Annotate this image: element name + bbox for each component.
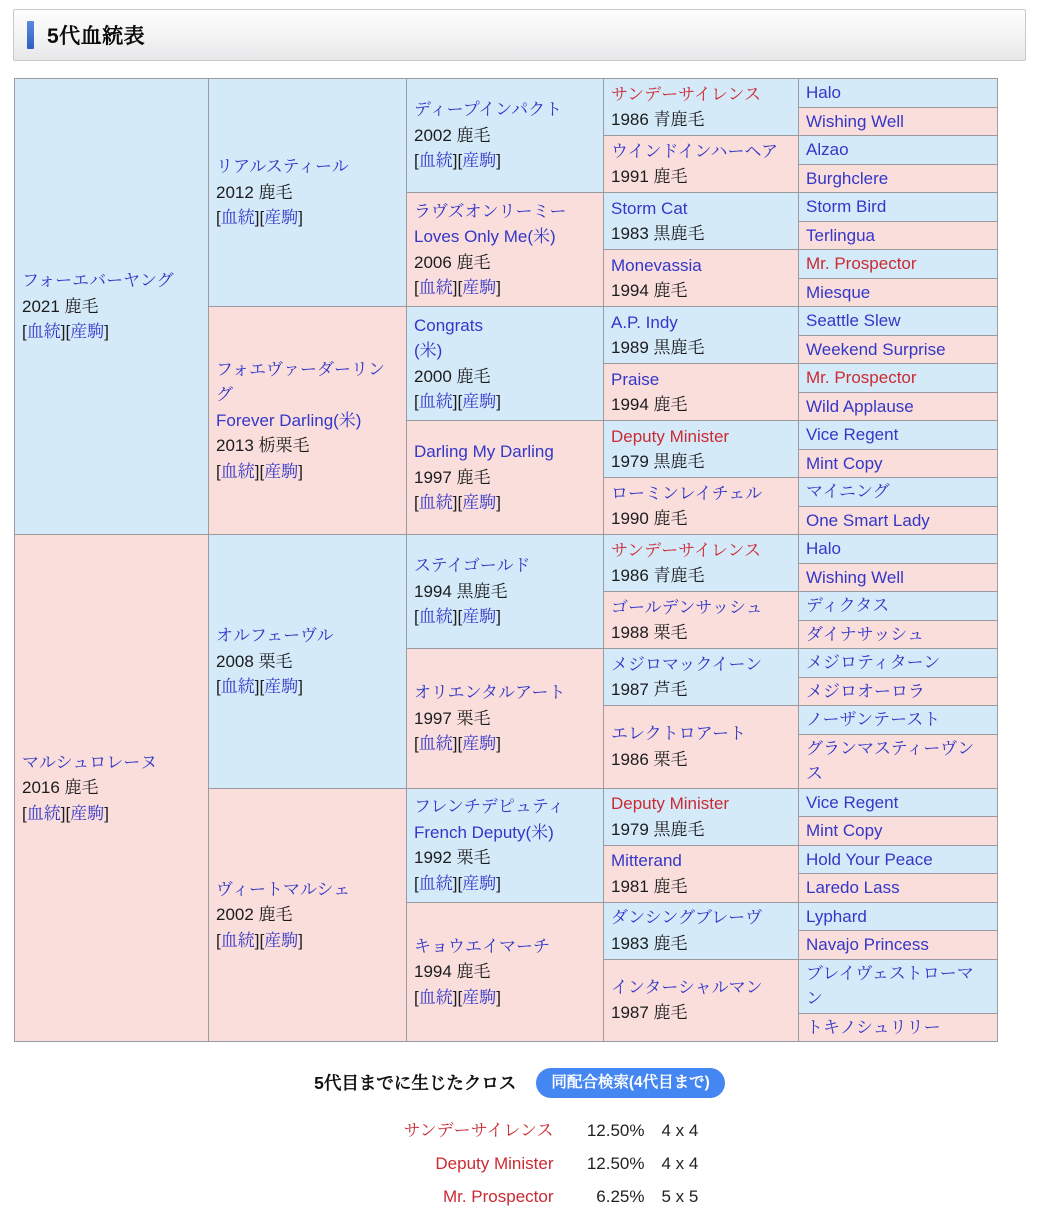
horse-name-link[interactable]: Mr. Prospector [806,368,917,387]
pedigree-cell-gen5 [799,874,998,903]
horse-name-link[interactable]: Seattle Slew [806,311,901,330]
pedigree-link[interactable]: 血統 [220,930,255,950]
pedigree-cell-gen5 [799,535,998,564]
horse-name-link[interactable]: Wishing Well [806,567,904,587]
horse-name-link[interactable]: メジロマックイーン [611,654,763,674]
pedigree-cell-gen5 [799,421,998,450]
pedigree-cell-gen5 [799,1013,998,1042]
pedigree-cell-gen5 [799,902,998,931]
progeny-link[interactable]: 産駒 [70,322,105,342]
birth-year-coat: 1991 鹿毛 [611,167,688,186]
pedigree-cell-gen3 [407,79,604,193]
pedigree-cell-gen3 [407,193,604,307]
pedigree-link[interactable]: 血統 [418,734,453,753]
progeny-link[interactable]: 産駒 [462,392,497,411]
pedigree-cell-gen4 [604,535,799,592]
horse-name-link[interactable]: インターシャルマン [611,977,763,997]
horse-name-link[interactable]: Vice Regent [806,792,899,812]
horse-name-link[interactable]: マイニング [806,482,890,501]
horse-name-link[interactable]: ディクタス [806,596,890,615]
cell-links: [血統][産駒] [216,208,303,228]
horse-name-link[interactable]: Terlingua [806,225,875,245]
birth-year-coat: 1992 栗毛 [414,848,491,867]
pedigree-cell-gen5 [799,278,998,307]
horse-name-link[interactable]: Vice Regent [806,425,899,444]
cell-links: [血統][産駒] [216,677,303,696]
pedigree-cell-gen5 [799,734,998,788]
cell-links: [血統][産駒] [22,322,109,342]
pedigree-cell-gen5 [799,845,998,874]
cross-pattern: 5 x 5 [661,1186,699,1206]
horse-name-link[interactable]: ヴィートマルシェ [216,879,351,899]
birth-year-coat: 1979 黒鹿毛 [611,819,705,839]
horse-name-link[interactable]: メジロティターン [806,653,941,672]
birth-year-coat: 2008 栗毛 [216,651,293,671]
cell-links: [血統][産駒] [414,987,501,1007]
pedigree-link[interactable]: 血統 [220,461,255,481]
cell-links: [血統][産駒] [216,930,303,950]
horse-name-en-link[interactable]: Forever Darling(米) [216,410,362,430]
pedigree-cell-gen4 [604,649,799,706]
pedigree-cell-gen5 [799,193,998,222]
pedigree-cell-gen5 [799,592,998,621]
pedigree-link[interactable]: 血統 [220,677,255,696]
horse-name-link[interactable]: キョウエイマーチ [414,936,550,956]
horse-name-link[interactable]: Praise [611,369,660,389]
pedigree-cell-gen3 [407,535,604,649]
birth-year-coat: 1997 鹿毛 [414,467,491,487]
horse-name-link[interactable]: Mint Copy [806,821,883,840]
horse-name-link[interactable]: Navajo Princess [806,935,929,954]
cell-links: [血統][産駒] [414,392,501,411]
cross-section-header [13,1068,1026,1098]
birth-year-coat: 1986 栗毛 [611,749,688,769]
pedigree-cell-gen3 [407,307,604,421]
horse-name-link[interactable]: Wild Applause [806,396,914,416]
horse-name-link[interactable]: Mitterand [611,851,682,870]
horse-name-link[interactable]: Congrats [414,315,483,335]
birth-year-coat: 2000 鹿毛 [414,366,491,386]
page-title: 5代血統表 [47,25,146,48]
pedigree-cell-gen5 [799,649,998,678]
pedigree-cell-gen4 [604,364,799,421]
pedigree-cell-gen3 [407,902,604,1042]
pedigree-link[interactable]: 血統 [220,208,255,228]
pedigree-link[interactable]: 血統 [418,392,453,411]
horse-name-link[interactable]: Storm Cat [611,198,688,218]
horse-name-link[interactable]: Storm Bird [806,197,887,216]
horse-name-link[interactable]: Laredo Lass [806,878,900,897]
birth-year-coat: 1981 鹿毛 [611,876,688,896]
horse-name-link[interactable]: ゴールデンサッシュ [611,597,763,617]
progeny-link[interactable]: 産駒 [264,461,299,481]
pedigree-link[interactable]: 血統 [418,607,453,627]
horse-name-link[interactable]: サンデーサイレンス [611,84,762,104]
pedigree-cell-gen5 [799,392,998,421]
pedigree-link[interactable]: 血統 [418,151,453,171]
pedigree-cell-gen4 [604,307,799,364]
pedigree-cell-gen5 [799,478,998,507]
horse-name-link[interactable]: Wishing Well [806,111,904,131]
cross-horse-name: Mr. Prospector [442,1186,554,1206]
cross-horse-name: サンデーサイレンス [403,1120,554,1140]
horse-name-link[interactable]: グランマスティーヴンス [806,738,975,783]
birth-year-coat: 1983 鹿毛 [611,933,688,953]
progeny-link[interactable]: 産駒 [70,803,105,823]
horse-name-link[interactable]: Halo [806,539,841,558]
cross-percent: 12.50% [586,1120,645,1140]
pedigree-cell-gen4 [604,250,799,307]
pedigree-cell-gen4 [604,902,799,959]
cell-links: [血統][産駒] [414,278,501,297]
cross-percent: 12.50% [586,1153,645,1173]
horse-name-link[interactable]: Deputy Minister [611,794,730,813]
horse-name-link[interactable]: オリエンタルアート [414,683,566,702]
pedigree-cell-gen4 [604,136,799,193]
horse-name-link[interactable]: ダイナサッシュ [806,624,924,644]
birth-year-coat: 2002 鹿毛 [216,905,293,924]
horse-name-link[interactable]: ディープインパクト [414,100,563,120]
pedigree-cell-gen5 [799,620,998,649]
birth-year-coat: 1990 鹿毛 [611,509,688,528]
pedigree-row [15,535,998,564]
birth-year-coat: 2002 鹿毛 [414,125,491,145]
horse-name-link[interactable]: フォエヴァーダーリング [216,359,385,405]
progeny-link[interactable]: 産駒 [462,493,497,513]
horse-name-link[interactable]: Halo [806,83,841,102]
pedigree-cell-gen4 [604,79,799,136]
pedigree-cell-gen5 [799,136,998,165]
pedigree-cell-gen5 [799,506,998,535]
pedigree-cell-gen2 [209,535,407,789]
birth-year-coat: 2006 鹿毛 [414,252,491,272]
pedigree-cell-gen4 [604,478,799,535]
pedigree-cell-gen5 [799,563,998,592]
horse-name-link[interactable]: ダンシングブレーヴ [611,908,763,927]
horse-name-link[interactable]: エレクトロアート [611,724,747,744]
progeny-link[interactable]: 産駒 [264,677,299,696]
pedigree-row [15,79,998,108]
horse-name-link[interactable]: Monevassia [611,255,702,275]
progeny-link[interactable]: 産駒 [462,873,497,893]
horse-name-link[interactable]: メジロオーロラ [806,681,925,701]
pedigree-cell-gen3 [407,421,604,535]
pedigree-cell-gen5 [799,817,998,846]
birth-year-coat: 1979 黒鹿毛 [611,452,705,471]
pedigree-cell-gen4 [604,706,799,789]
pedigree-cell-gen4 [604,421,799,478]
birth-year-coat: 1986 青鹿毛 [611,110,705,129]
horse-name-link[interactable]: サンデーサイレンス [611,540,762,560]
horse-name-link[interactable]: A.P. Indy [611,312,678,332]
birth-year-coat: 2016 鹿毛 [22,778,99,798]
birth-year-coat: 1994 鹿毛 [611,395,688,414]
horse-name-link[interactable]: ラヴズオンリーミー [414,201,567,221]
cell-links: [血統][産駒] [414,734,501,753]
birth-year-coat: 2021 鹿毛 [22,296,99,316]
pedigree-link[interactable]: 血統 [418,987,453,1007]
birth-year-coat: 1988 栗毛 [611,623,688,642]
pedigree-cell-gen4 [604,592,799,649]
pedigree-cell-gen5 [799,164,998,193]
horse-name-en-link[interactable]: (米) [414,341,443,360]
horse-name-link[interactable]: Alzao [806,140,849,159]
cross-horse-name: Deputy Minister [435,1153,554,1173]
cell-links: [血統][産駒] [414,607,501,627]
birth-year-coat: 1983 黒鹿毛 [611,224,705,243]
pedigree-cell-gen3 [407,649,604,789]
cross-list [322,1122,718,1205]
birth-year-coat: 2013 栃栗毛 [216,436,310,456]
cell-links: [血統][産駒] [414,873,501,893]
same-mating-search-button[interactable]: 同配合検索(4代目まで) [536,1068,724,1098]
horse-name-link[interactable]: マルシュロレーヌ [22,752,158,772]
progeny-link[interactable]: 産駒 [462,607,497,627]
birth-year-coat: 1994 鹿毛 [414,962,491,981]
progeny-link[interactable]: 産駒 [264,930,299,950]
horse-name-link[interactable]: Weekend Surprise [806,339,946,359]
birth-year-coat: 1997 栗毛 [414,708,491,728]
horse-name-link[interactable]: Miesque [806,282,871,302]
horse-name-link[interactable]: Hold Your Peace [806,849,933,869]
horse-name-link[interactable]: Mint Copy [806,453,883,473]
pedigree-cell-gen5 [799,706,998,735]
horse-name-link[interactable]: トキノシュリリー [806,1017,941,1037]
pedigree-cell-gen4 [604,845,799,902]
pedigree-cell-gen2 [209,307,407,535]
birth-year-coat: 1994 鹿毛 [611,281,688,300]
horse-name-link[interactable]: ステイゴールド [414,556,531,576]
pedigree-cell-gen4 [604,959,799,1042]
pedigree-cell-gen5 [799,931,998,960]
horse-name-link[interactable]: オルフェーヴル [216,626,334,645]
birth-year-coat: 1986 青鹿毛 [611,566,705,585]
pedigree-link[interactable]: 血統 [418,278,453,297]
pedigree-cell-gen5 [799,335,998,364]
pedigree-table [14,78,998,1042]
pedigree-cell-gen1 [15,79,209,535]
pedigree-cell-gen5 [799,250,998,279]
progeny-link[interactable]: 産駒 [462,987,497,1007]
horse-name-link[interactable]: フォーエバーヤング [22,271,174,291]
cross-percent: 6.25% [596,1186,645,1206]
horse-name-link[interactable]: Darling My Darling [414,442,554,462]
birth-year-coat: 2012 鹿毛 [216,182,293,202]
pedigree-cell-gen5 [799,307,998,336]
header-accent-bar [27,21,34,49]
pedigree-cell-gen5 [799,449,998,478]
birth-year-coat: 1987 芦毛 [611,680,688,699]
horse-name-link[interactable]: フレンチデピュティ [414,797,565,816]
birth-year-coat: 1994 黒鹿毛 [414,581,508,601]
cell-links: [血統][産駒] [216,461,303,481]
progeny-link[interactable]: 産駒 [462,734,497,753]
pedigree-cell-gen5 [799,364,998,393]
pedigree-cell-gen2 [209,79,407,307]
pedigree-cell-gen1 [15,535,209,1042]
horse-name-link[interactable]: ノーザンテースト [806,710,941,729]
horse-name-link[interactable]: One Smart Lady [806,510,930,530]
birth-year-coat: 1989 黒鹿毛 [611,338,705,357]
pedigree-cell-gen5 [799,221,998,250]
pedigree-link[interactable]: 血統 [418,873,453,893]
horse-name-link[interactable]: ローミンレイチェル [611,483,763,503]
horse-name-link[interactable]: リアルスティール [216,157,349,177]
pedigree-cell-gen4 [604,193,799,250]
horse-name-en-link[interactable]: Loves Only Me(米) [414,227,556,246]
pedigree-cell-gen5 [799,107,998,136]
pedigree-link[interactable]: 血統 [26,322,61,342]
progeny-link[interactable]: 産駒 [462,278,497,297]
cross-pattern: 4 x 4 [661,1153,699,1173]
cross-pattern: 4 x 4 [661,1120,699,1140]
pedigree-cell-gen5 [799,959,998,1013]
pedigree-cell-gen5 [799,677,998,706]
horse-name-link[interactable]: Lyphard [806,906,867,926]
horse-name-en-link[interactable]: French Deputy(米) [414,822,554,842]
horse-name-link[interactable]: Mr. Prospector [806,254,917,273]
pedigree-link[interactable]: 血統 [418,493,453,513]
pedigree-cell-gen5 [799,788,998,817]
pedigree-cell-gen4 [604,788,799,845]
horse-name-link[interactable]: ブレイヴェストローマン [806,963,974,1008]
pedigree-cell-gen2 [209,788,407,1042]
pedigree-table-body [15,79,998,1042]
pedigree-link[interactable]: 血統 [26,803,61,823]
cell-links: [血統][産駒] [414,493,501,513]
pedigree-cell-gen3 [407,788,604,902]
cell-links: [血統][産駒] [22,803,109,823]
horse-name-link[interactable]: ウインドインハーヘア [611,141,778,161]
cross-heading: 5代目までに生じたクロス [314,1073,517,1094]
birth-year-coat: 1987 鹿毛 [611,1003,688,1023]
section-header [13,9,1026,61]
pedigree-cell-gen5 [799,79,998,108]
horse-name-link[interactable]: Burghclere [806,168,889,188]
progeny-link[interactable]: 産駒 [264,208,299,228]
horse-name-link[interactable]: Deputy Minister [611,426,730,446]
progeny-link[interactable]: 産駒 [462,151,497,171]
cell-links: [血統][産駒] [414,151,501,171]
